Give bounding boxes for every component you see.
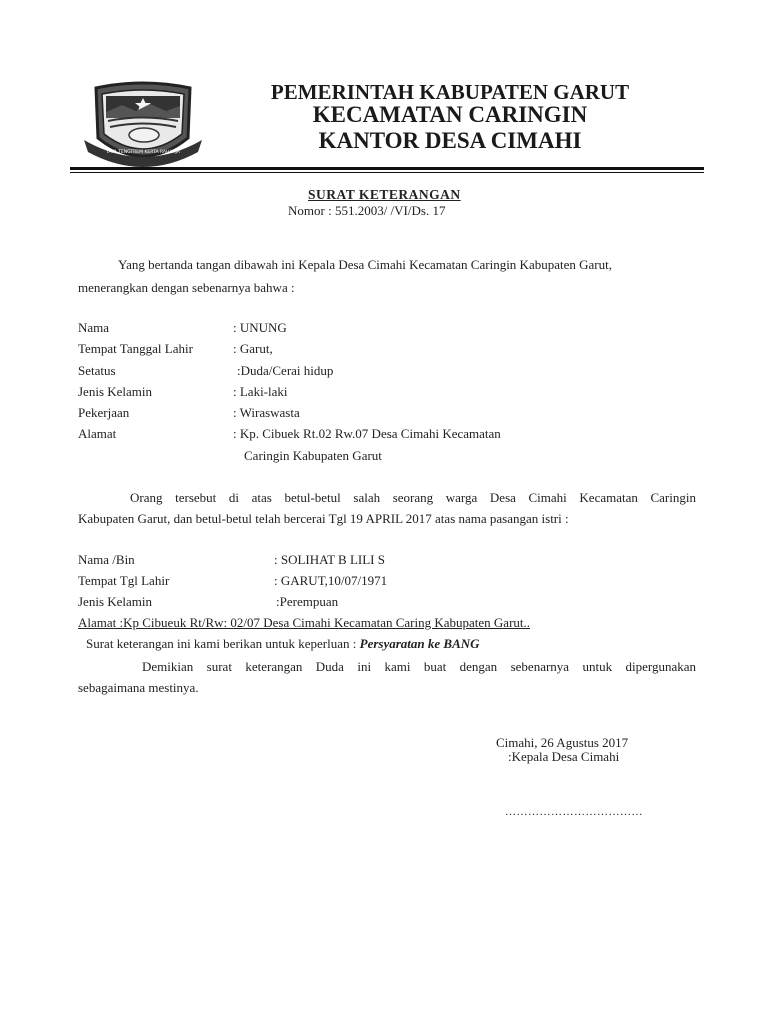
field-label-job: Pekerjaan bbox=[78, 405, 130, 420]
purpose-text: Surat keterangan ini kami berikan untuk keperluan : bbox=[86, 636, 360, 651]
field-label-address: Alamat bbox=[78, 426, 117, 441]
field-value-gender: : Laki-laki bbox=[233, 384, 288, 399]
intro-line-2: menerangkan dengan sebenarnya bahwa : bbox=[78, 280, 295, 295]
spouse-label-name: Nama /Bin bbox=[78, 552, 135, 567]
letter-title: SURAT KETERANGAN bbox=[308, 187, 461, 202]
field-label-status: Setatus bbox=[78, 363, 116, 378]
signature-position: :Kepala Desa Cimahi bbox=[508, 749, 620, 764]
header-rule-thin bbox=[70, 172, 704, 173]
field-value-job: : Wiraswasta bbox=[233, 405, 300, 420]
spouse-value-gender: :Perempuan bbox=[276, 594, 339, 609]
spouse-label-birth: Tempat Tgl Lahir bbox=[78, 573, 170, 588]
spouse-value-name: : SOLIHAT B LILI S bbox=[274, 552, 385, 567]
body-line-1: Orang tersebut di atas betul-betul salah seorang warga Desa Cimahi Kecamatan Caringin bbox=[130, 490, 696, 505]
header-rule-thick bbox=[70, 167, 704, 170]
field-label-ttl: Tempat Tanggal Lahir bbox=[78, 341, 193, 356]
letter-number: Nomor : 551.2003/ /VI/Ds. 17 bbox=[288, 203, 446, 218]
body-line-2: Kabupaten Garut, dan betul-betul telah bercerai Tgl 19 APRIL 2017 atas nama pasangan istri : bbox=[78, 511, 569, 526]
logo-motto: TATA TENGTREM KERTA RAHARJA bbox=[106, 150, 180, 155]
spouse-label-gender: Jenis Kelamin bbox=[78, 594, 153, 609]
closing-line-2: sebagaimana mestinya. bbox=[78, 680, 199, 695]
kop-village-office: KANTOR DESA CIMAHI bbox=[318, 128, 582, 153]
field-value-nama: : UNUNG bbox=[233, 320, 287, 335]
field-label-gender: Jenis Kelamin bbox=[78, 384, 153, 399]
intro-line-1: Yang bertanda tangan dibawah ini Kepala Desa Cimahi Kecamatan Caringin Kabupaten Garut, bbox=[118, 257, 612, 272]
field-value-address: : Kp. Cibuek Rt.02 Rw.07 Desa Cimahi Kecamatan bbox=[233, 426, 501, 441]
signature-name-line: ……………………………… bbox=[505, 806, 643, 818]
purpose-line bbox=[86, 636, 480, 652]
field-value-address-cont: Caringin Kabupaten Garut bbox=[244, 448, 382, 463]
spouse-address: Alamat :Kp Cibueuk Rt/Rw: 02/07 Desa Cimahi Kecamatan Caring Kabupaten Garut.. bbox=[78, 615, 531, 630]
kop-district: KECAMATAN CARINGIN bbox=[312, 102, 588, 127]
field-value-ttl: : Garut, bbox=[233, 341, 273, 356]
closing-line-1: Demikian surat keterangan Duda ini kami buat dengan sebenarnya untuk dipergunakan bbox=[142, 659, 696, 674]
village-logo bbox=[78, 78, 208, 174]
purpose-value: Persyaratan ke BANG bbox=[359, 636, 480, 651]
kop-government: PEMERINTAH KABUPATEN GARUT bbox=[270, 80, 630, 104]
field-value-status: :Duda/Cerai hidup bbox=[237, 363, 334, 378]
field-label-nama: Nama bbox=[78, 320, 110, 335]
spouse-value-birth: : GARUT,10/07/1971 bbox=[274, 573, 388, 588]
signature-place-date: Cimahi, 26 Agustus 2017 bbox=[496, 735, 629, 750]
